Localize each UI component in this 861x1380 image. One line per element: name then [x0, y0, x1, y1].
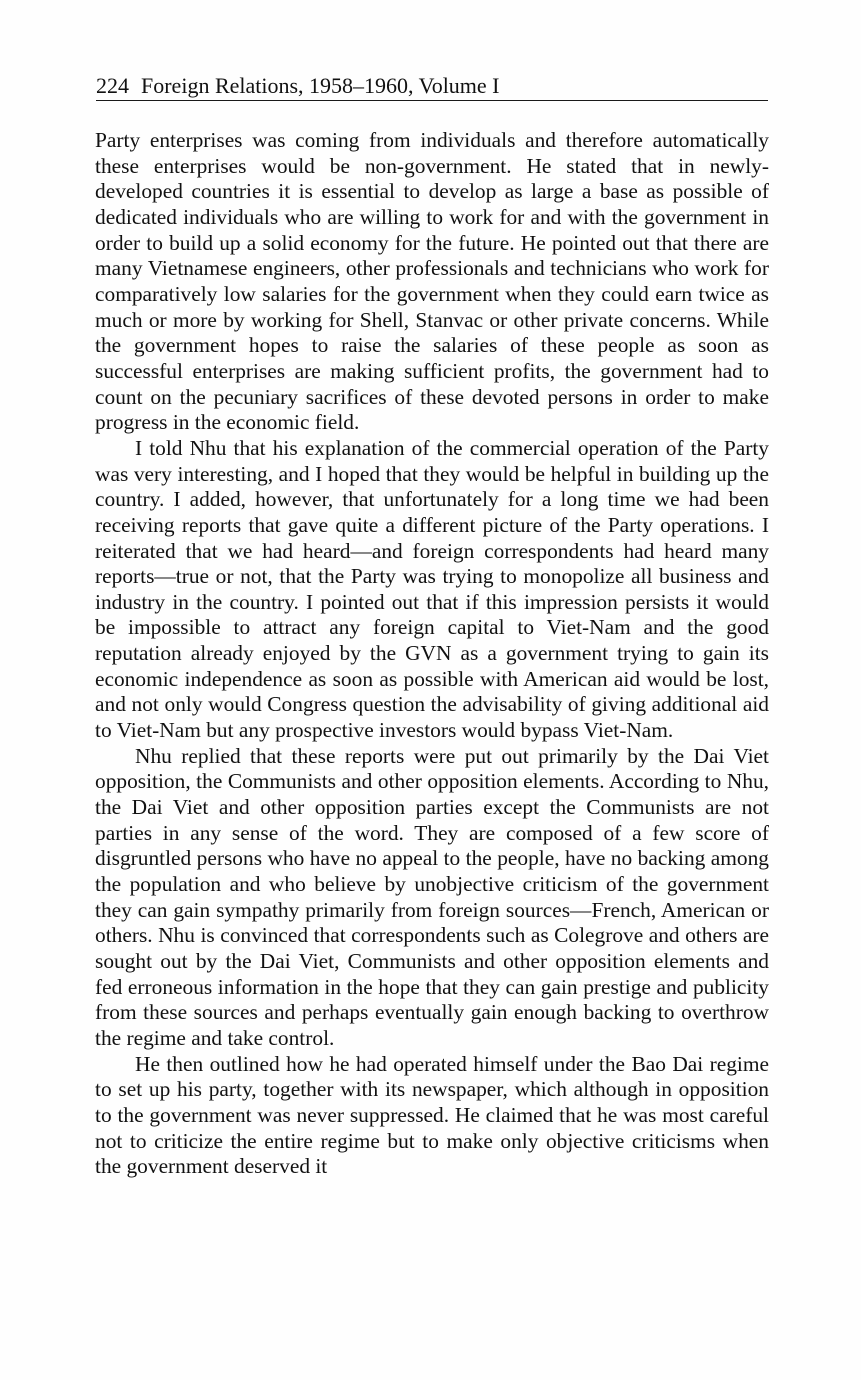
volume-title: Foreign Relations, 1958–1960, Volume I [141, 73, 500, 98]
page-number: 224 [96, 73, 129, 98]
paragraph: I told Nhu that his explanation of the commercial operation of the Party was very interesting, and I hoped that they would be helpful in building up the country. I added, however, that unfortunately for a long time we had been receiving reports that gave quite a different picture of the Party operations. I reiterated that we had heard—and foreign correspondents had heard many reports—true or not, that the Party was trying to monopolize all business and industry in the country. I pointed out that if this impression persists it would be impossible to attract any foreign capital to Viet-Nam and the good reputation already enjoyed by the GVN as a government trying to gain its economic independence as soon as possible with American aid would be lost, and not only would Congress question the advisability of giving additional aid to Viet-Nam but any prospective investors would bypass Viet-Nam. [95, 435, 769, 743]
body-text [95, 128, 769, 1180]
paragraph: Nhu replied that these reports were put out primarily by the Dai Viet opposition, the Communists and other opposition elements. According to Nhu, the Dai Viet and other opposition parties except the Communists are not parties in any sense of the word. They are composed of a few score of disgruntled persons who have no appeal to the people, have no backing among the population and who believe by unobjective criticism of the government they can gain sympathy primarily from foreign sources—French, American or others. Nhu is convinced that correspondents such as Colegrove and others are sought out by the Dai Viet, Communists and other opposition elements and fed erroneous information in the hope that they can gain prestige and publicity from these sources and perhaps eventually gain enough backing to overthrow the regime and take control. [95, 743, 769, 1050]
paragraph: He then outlined how he had operated himself under the Bao Dai regime to set up his party, together with its newspaper, which although in opposition to the government was never suppressed. He claimed that he was most careful not to criticize the entire regime but to make only objective criticisms when the government deserved it [95, 1051, 769, 1179]
running-header [96, 72, 768, 101]
paragraph-continuation: Party enterprises was coming from individuals and therefore automatically these enterprises would be non-government. He stated that in newly-developed countries it is essential to develop as large a base as possible of dedicated individuals who are willing to work for and with the government in order to build up a solid economy for the future. He pointed out that there are many Vietnamese engineers, other professionals and technicians who work for comparatively low salaries for the government when they could earn twice as much or more by working for Shell, Stanvac or other private concerns. While the government hopes to raise the salaries of these people as soon as successful enterprises are making sufficient profits, the government had to count on the pecuniary sacrifices of these devoted persons in order to make progress in the economic field. [95, 128, 769, 435]
